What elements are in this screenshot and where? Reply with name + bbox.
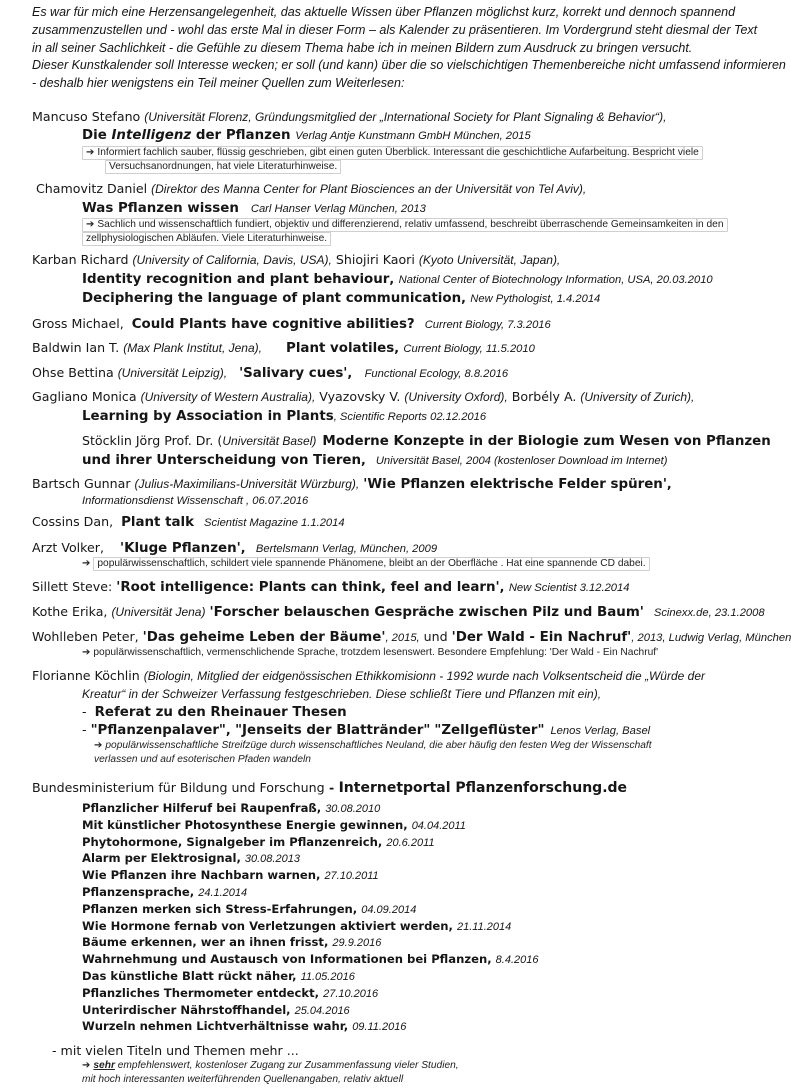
book-title: 'Das geheime Leben der Bäume'	[142, 630, 386, 645]
publisher: Current Biology, 7.3.2016	[424, 319, 551, 331]
article-title: Wurzeln nehmen Lichtverhältnisse wahr,	[82, 1019, 349, 1034]
article-title: Wahrnehmung und Austausch von Informationen bei Pflanzen,	[82, 952, 492, 967]
bmbf-note	[82, 1059, 459, 1087]
bmbf-more	[52, 1042, 299, 1059]
arrow-right-icon: ➔	[86, 219, 95, 230]
author-affiliation: (Direktor des Manna Center for Plant Biosciences an der Universität von Tel Aviv),	[151, 182, 587, 196]
article-title: und ihrer Unterscheidung von Tieren	[82, 453, 362, 468]
intro-line: zusammenzustellen und - wohl das erste Mal in dieser Form – als Kalender zu präsentieren. Im Vordergrund steht diesmal der Text	[32, 22, 758, 37]
publisher: , 2013, Ludwig Verlag, München	[631, 632, 791, 644]
article-title: 'Root intelligence: Plants can think, feel and learn'	[116, 580, 500, 595]
ref-arzt: Arzt Volker, 'Kluge Pflanzen', Bertelsmann Verlag, München, 2009	[32, 540, 438, 556]
ref-kothe	[32, 603, 765, 622]
ref-cossins	[32, 513, 345, 532]
ref-gagliano-title	[82, 407, 486, 426]
author-name: Bartsch Gunnar	[32, 476, 135, 491]
article-date: 27.10.2011	[324, 870, 379, 883]
ref-wohlleben	[32, 628, 791, 647]
book-title: "Jenseits der Blattränder"	[235, 723, 431, 738]
list-item[interactable]	[82, 817, 466, 835]
article-title: Pflanzlicher Hilferuf bei Raupenfraß,	[82, 801, 322, 815]
author-affiliation: (University Oxford),	[404, 390, 508, 404]
article-title: Learning by Association in Plants	[82, 409, 334, 424]
book-title: Was Pflanzen wissen	[82, 201, 239, 216]
ref-stoecklin-line2: und ihrer Unterscheidung von Tieren, Universität Basel, 2004 (kostenloser Download im Internet)	[82, 452, 668, 468]
ref-karban-authors	[32, 251, 560, 269]
author-name: Stöcklin Jörg Prof. Dr. (	[82, 433, 223, 448]
list-item[interactable]	[82, 1002, 350, 1020]
article-title: Pflanzensprache,	[82, 885, 195, 899]
ref-mancuso-author	[32, 108, 667, 126]
author-affiliation: (Universität Leipzig),	[117, 366, 228, 380]
ref-mancuso-title	[82, 126, 531, 145]
book-title: 'Der Wald - Ein Nachruf'	[451, 630, 632, 645]
article-title: Referat zu den Rheinauer Thesen	[94, 705, 347, 720]
author-affiliation: (Kyoto Universität, Japan),	[418, 253, 561, 267]
author-affiliation: (Julius-Maximilians-Universität Würzburg),	[134, 477, 360, 491]
article-title: 'Forscher belauschen Gespräche zwischen Pilz und Baum'	[209, 605, 644, 620]
intro-line: Es war für mich eine Herzensangelegenheit, das aktuelle Wissen über Pflanzen möglichst kurz, korrekt und dennoch spannend	[32, 5, 736, 19]
article-title: Moderne Konzepte in der Biologie zum Wesen von Pflanzen	[322, 434, 771, 449]
publisher: Current Biology, 11.5.2010	[403, 343, 535, 355]
note-text: populärwissenschaftlich, schildert viele spannende Phänomene, bleibt an der Oberfläche . Hat eine spannende CD dabei.	[93, 557, 649, 571]
intro-line: Dieser Kunstkalender soll Interesse wecken; er soll (und kann) über die so vielschichtigen Themenbereiche nicht umfassend informieren	[32, 58, 786, 73]
author-affiliation: Universität Basel)	[222, 434, 317, 448]
arrow-right-icon: ➔	[82, 647, 91, 658]
publication-year: , 2015,	[385, 632, 420, 644]
author-name: Mancuso Stefano	[32, 109, 145, 124]
arrow-right-icon: ➔	[94, 740, 103, 751]
article-date: 30.08.2013	[244, 853, 300, 866]
article-title: 'Salivary cues'	[239, 366, 348, 381]
publisher: Informationsdienst Wissenschaft , 06.07.2016	[82, 495, 309, 507]
ref-chamovitz-note	[82, 218, 728, 246]
article-title: Mit künstlicher Photosynthese Energie gewinnen,	[82, 817, 408, 832]
article-date: 27.10.2016	[323, 987, 379, 1000]
note-text: Sachlich und wissenschaftlich fundiert, objektiv und differenzierend, relativ umfassend, beschreibt überraschende Gemeinsamkeiten in den	[97, 219, 724, 230]
list-item[interactable]	[82, 884, 247, 902]
arrow-right-icon: ➔	[82, 1060, 91, 1071]
list-item[interactable]	[82, 968, 355, 986]
publisher: Carl Hanser Verlag München, 2013	[250, 203, 426, 215]
article-title: Plant volatiles	[286, 341, 395, 356]
note-text: zellphysiologischen Abläufen. Viele Literaturhinweise.	[82, 232, 331, 246]
list-item[interactable]	[82, 800, 380, 818]
ref-koechlin-note	[94, 739, 652, 767]
book-title: "Zellgeflüster"	[434, 723, 545, 738]
ref-karban-title-1: Identity recognition and plant behaviour, National Center of Biotechnology Information, USA, 20.03.2010	[82, 271, 713, 287]
ref-arzt-note	[82, 557, 650, 571]
article-title: Identity recognition and plant behaviour	[82, 272, 390, 287]
article-date: 04.09.2014	[361, 903, 417, 916]
article-date: 04.04.2011	[411, 819, 466, 832]
author-affiliation: (University of Zurich),	[580, 390, 695, 404]
article-title: Pflanzen merken sich Stress-Erfahrungen,	[82, 901, 358, 916]
connector-text: und	[419, 629, 452, 644]
author-name: Gagliano Monica	[32, 389, 141, 404]
author-name: Karban Richard	[32, 252, 133, 267]
ref-chamovitz-title	[82, 199, 426, 218]
list-item[interactable]	[82, 1018, 406, 1036]
ref-wohlleben-note	[82, 646, 658, 660]
ref-mancuso-note	[82, 146, 703, 174]
publisher: New Pythologist, 1.4.2014	[470, 293, 601, 305]
list-item[interactable]	[82, 918, 511, 936]
article-date: 20.6.2011	[386, 836, 435, 849]
note-text: populärwissenschaftlich, vermenschlichende Sprache, trotzdem lesenswert. Besondere Empfehlung: 'Der Wald - Ein Nachruf'	[93, 647, 659, 658]
portal-link[interactable]: Internetportal Pflanzenforschung.de	[338, 780, 628, 796]
publisher: Universität Basel, 2004 (kostenloser Download im Internet)	[375, 455, 668, 467]
ref-ohse: Ohse Bettina (Universität Leipzig), 'Salivary cues', Functional Ecology, 8.8.2016	[32, 365, 509, 381]
list-item[interactable]	[82, 985, 378, 1003]
list-item[interactable]	[82, 951, 539, 969]
note-text: Versuchsanordnungen, hat viele Literaturhinweise.	[105, 160, 341, 174]
author-name: Vyazovsky V.	[315, 389, 405, 404]
book-title-emphasis: Intelligenz	[111, 128, 192, 143]
author-affiliation: (Universität Jena)	[111, 605, 206, 619]
ref-koechlin-item2: - "Pflanzenpalaver", "Jenseits der Blattränder" "Zellgeflüster" Lenos Verlag, Basel	[82, 722, 651, 738]
list-item[interactable]	[82, 850, 300, 868]
ref-gagliano-authors	[32, 388, 694, 406]
organization-name: Bundesministerium für Bildung und Forschung	[32, 780, 325, 795]
article-date: 21.11.2014	[457, 920, 512, 933]
author-affiliation: (University of Western Australia),	[140, 390, 316, 404]
author-name: Shiojiri Kaori	[331, 252, 419, 267]
author-name: Cossins Dan,	[32, 514, 114, 529]
ref-bartsch-line1: Bartsch Gunnar (Julius-Maximilians-Universität Würzburg), 'Wie Pflanzen elektrische Felder spüren',	[32, 476, 672, 492]
author-name: Wohlleben Peter,	[32, 629, 139, 644]
publisher: , Scientific Reports 02.12.2016	[333, 411, 487, 423]
author-name: Gross Michael,	[32, 316, 124, 331]
intro-line: in all seiner Sachlichkeit - die Gefühle zu diesem Thema habe ich in meinen Bildern zum Ausdruck zu bringen versucht.	[32, 40, 693, 55]
ref-koechlin-line2	[82, 685, 601, 703]
note-text: populärwissenschaftliche Streifzüge durch wissenschaftliches Neuland, die aber häufig den festen Weg der Wissenschaft	[105, 740, 652, 751]
ref-gross	[32, 315, 551, 334]
publisher: Verlag Antje Kunstmann GmbH München, 2015	[295, 130, 531, 142]
article-title: 'Wie Pflanzen elektrische Felder spüren'	[363, 477, 667, 492]
note-text: verlassen und auf esoterischen Pfaden wandeln	[94, 754, 311, 765]
author-affiliation: (University of California, Davis, USA),	[132, 253, 332, 267]
list-item[interactable]	[82, 834, 435, 852]
ref-koechlin-item1: - Referat zu den Rheinauer Thesen	[82, 704, 347, 720]
emphasis-text: sehr	[93, 1060, 115, 1071]
bmbf-header	[32, 779, 627, 797]
arrow-right-icon: ➔	[82, 558, 91, 569]
author-affiliation: (Universität Florenz, Gründungsmitglied der „International Society for Plant Signaling & Behavior“),	[144, 110, 667, 124]
author-name: Chamovitz Daniel	[36, 181, 152, 196]
article-title: Plant talk	[121, 515, 195, 530]
article-title: Phytohormone, Signalgeber im Pflanzenreich,	[82, 834, 383, 849]
publisher: Bertelsmann Verlag, München, 2009	[255, 543, 438, 555]
list-item[interactable]	[82, 934, 381, 952]
author-affiliation: Kreatur“ in der Schweizer Verfassung festgeschrieben. Diese schließt Tiere und Pflanzen mit ein),	[82, 687, 602, 701]
article-date: 11.05.2016	[300, 971, 355, 983]
publisher: Functional Ecology, 8.8.2016	[364, 368, 509, 380]
ref-sillett: Sillett Steve: 'Root intelligence: Plants can think, feel and learn', New Scientist 3.12.2014	[32, 579, 630, 595]
author-name: Ohse Bettina	[32, 365, 118, 380]
book-title: 'Kluge Pflanzen'	[119, 541, 241, 556]
article-date: 25.04.2016	[294, 1004, 350, 1017]
separator: -	[324, 780, 339, 795]
article-title: Deciphering the language of plant communication	[82, 291, 462, 306]
arrow-right-icon: ➔	[86, 147, 95, 158]
book-title: der Pflanzen	[191, 128, 296, 143]
author-name: Sillett Steve:	[32, 579, 113, 594]
list-item[interactable]	[82, 901, 416, 919]
intro-paragraph	[32, 4, 786, 93]
intro-line: - deshalb hier wenigstens ein Teil meiner Quellen zum Weiterlesen:	[32, 76, 405, 91]
ref-koechlin-line1	[32, 667, 705, 685]
article-title: Pflanzliches Thermometer entdeckt,	[82, 985, 320, 1000]
article-title: Wie Pflanzen ihre Nachbarn warnen,	[82, 868, 321, 883]
list-item[interactable]	[82, 867, 379, 885]
author-affiliation: (Biologin, Mitglied der eidgenössischen Ethikkomisionn - 1992 wurde nach Volksentscheid die „Würde der	[143, 669, 705, 683]
author-name: Arzt Volker,	[32, 540, 104, 555]
author-name: Kothe Erika,	[32, 604, 112, 619]
publisher: Scientist Magazine 1.1.2014	[204, 517, 345, 529]
article-date: 30.08.2010	[325, 803, 381, 815]
article-date: 09.11.2016	[352, 1021, 407, 1034]
ref-chamovitz-author	[36, 180, 586, 198]
author-affiliation: (Max Plank Institut, Jena),	[123, 341, 262, 355]
article-title: Could Plants have cognitive abilities?	[131, 317, 415, 332]
author-name: Florianne Köchlin	[32, 668, 144, 683]
ref-bartsch-line2	[82, 491, 308, 510]
ref-baldwin: Baldwin Ian T. (Max Plank Institut, Jena), Plant volatiles, Current Biology, 11.5.2010	[32, 340, 535, 356]
ref-stoecklin-line1	[82, 432, 771, 450]
more-text: - mit vielen Titeln und Themen mehr ...	[52, 1043, 299, 1058]
article-date: 29.9.2016	[332, 937, 382, 950]
note-text: empfehlenswert, kostenloser Zugang zur Zusammenfassung vieler Studien,	[114, 1060, 459, 1071]
ref-karban-title-2: Deciphering the language of plant communication, New Pythologist, 1.4.2014	[82, 290, 601, 306]
article-title: Unterirdischer Nährstoffhandel,	[82, 1002, 291, 1017]
author-name: Borbély A.	[507, 389, 581, 404]
note-text: mit hoch interessanten weiterführenden Quellenangaben, relativ aktuell	[82, 1074, 404, 1085]
publisher: Scinexx.de, 23.1.2008	[653, 607, 765, 619]
publisher: New Scientist 3.12.2014	[508, 582, 630, 594]
article-title: Das künstliche Blatt rückt näher,	[82, 969, 297, 983]
publisher: Lenos Verlag, Basel	[550, 725, 651, 737]
article-date: 24.1.2014	[198, 887, 248, 899]
author-name: Baldwin Ian T.	[32, 340, 124, 355]
article-date: 8.4.2016	[495, 954, 539, 967]
article-title: Alarm per Elektrosignal,	[82, 851, 241, 866]
book-title: "Pflanzenpalaver"	[90, 723, 226, 738]
note-text: Informiert fachlich sauber, flüssig geschrieben, gibt einen guten Überblick. Interessant die geschichtliche Aufarbeitung. Bespricht viele	[97, 147, 699, 158]
book-title: Die	[82, 128, 112, 143]
publisher: National Center of Biotechnology Information, USA, 20.03.2010	[398, 274, 713, 286]
article-title: Wie Hormone fernab von Verletzungen aktiviert werden,	[82, 918, 453, 933]
article-title: Bäume erkennen, wer an ihnen frisst,	[82, 935, 329, 950]
